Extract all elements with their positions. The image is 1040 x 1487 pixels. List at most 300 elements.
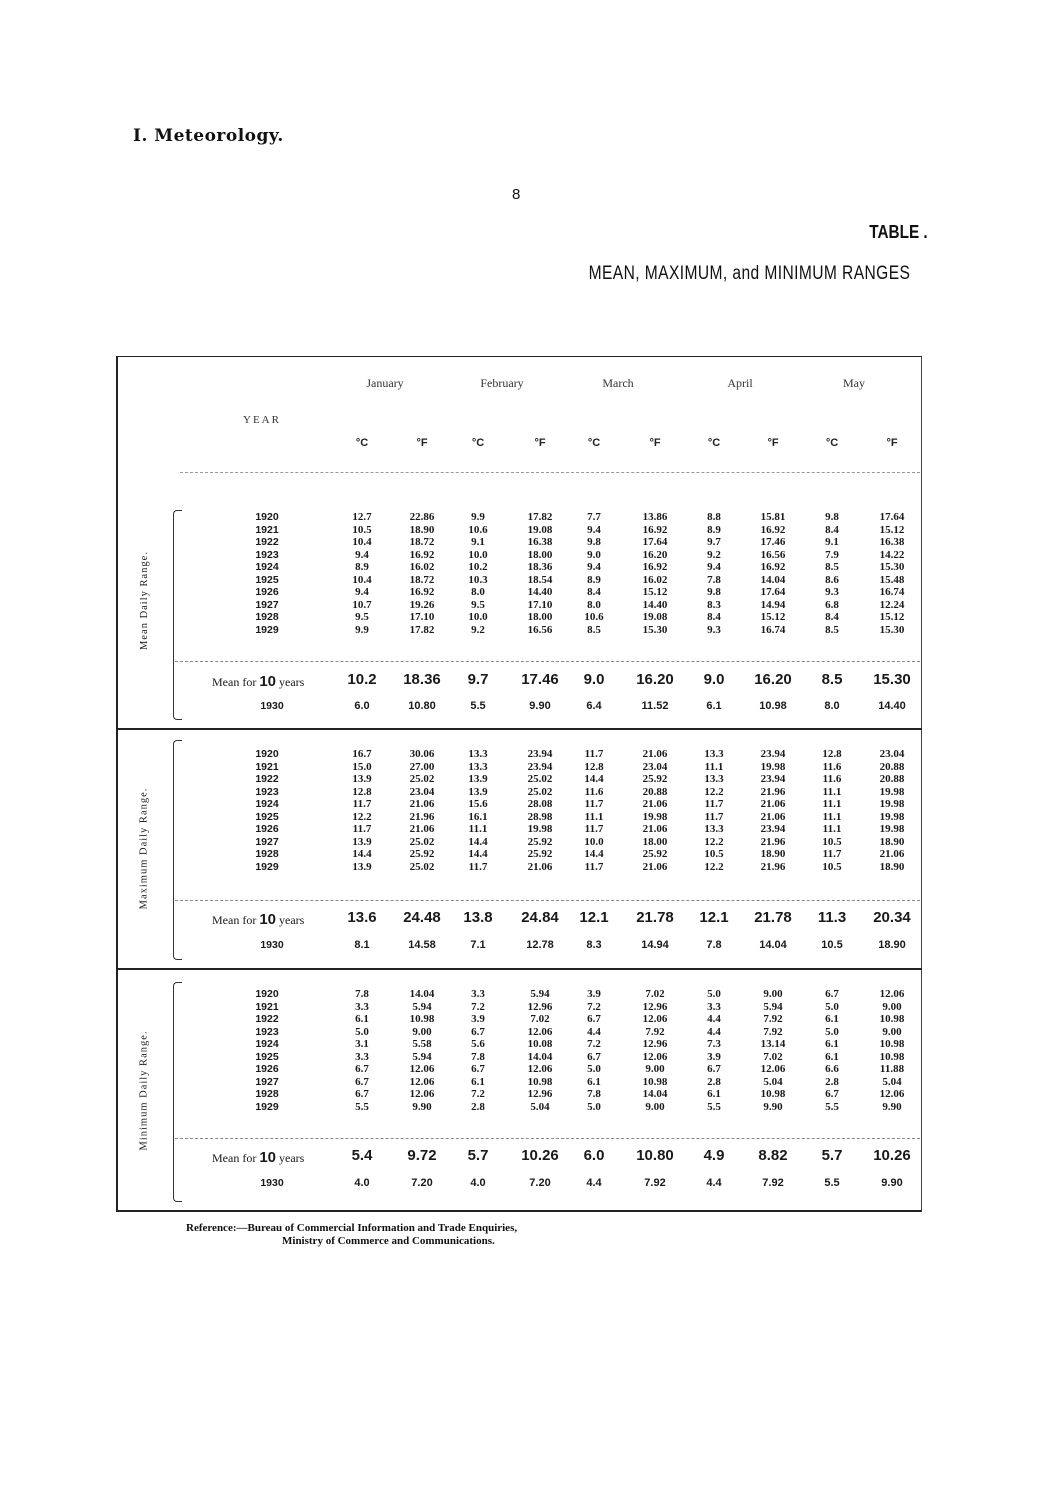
value-cell: 6.1 [825, 1013, 839, 1025]
value-cell: 8.4 [587, 586, 601, 598]
value-cell: 14.40 [527, 586, 553, 598]
year-cell: 1928 [255, 1088, 279, 1100]
year-cell: 1930 [260, 939, 284, 951]
value-cell: 17.64 [760, 586, 786, 598]
value-cell: 5.94 [412, 1050, 432, 1063]
value-cell: 8.4 [825, 523, 839, 536]
value-cell: 21.06 [642, 748, 668, 760]
table-row [0, 1001, 1040, 1014]
year-cell: 1924 [255, 1038, 279, 1050]
value-cell: 4.4 [706, 1177, 722, 1189]
value-cell: 17.10 [409, 611, 435, 623]
mean-value-cell: 10.26 [521, 1147, 559, 1164]
value-cell: 8.0 [471, 586, 485, 598]
value-cell: 3.9 [587, 988, 601, 1000]
mean-value-cell: 17.46 [521, 671, 559, 688]
value-cell: 5.04 [763, 1075, 783, 1088]
value-cell: 7.2 [471, 1088, 485, 1100]
unit-header: °C [587, 437, 601, 449]
value-cell: 16.38 [527, 536, 553, 548]
value-cell: 13.3 [704, 823, 724, 835]
value-cell: 9.90 [882, 1100, 902, 1113]
value-cell: 10.98 [879, 1050, 905, 1063]
value-cell: 25.92 [642, 773, 668, 785]
value-cell: 5.94 [412, 1000, 432, 1013]
value-cell: 9.90 [529, 700, 551, 712]
mean-row [0, 1147, 1040, 1167]
value-cell: 19.98 [879, 823, 905, 835]
mean-label-years: 10 [259, 1149, 277, 1166]
value-cell: 8.4 [707, 611, 721, 623]
value-cell: 18.90 [878, 939, 906, 951]
value-cell: 9.4 [587, 561, 601, 573]
mean-value-cell: 11.3 [817, 909, 847, 926]
value-cell: 15.30 [879, 623, 905, 636]
value-cell: 8.9 [587, 573, 601, 586]
mean-divider [175, 900, 920, 901]
value-cell: 18.90 [760, 848, 786, 860]
value-cell: 3.3 [707, 1000, 721, 1013]
value-cell: 8.5 [825, 561, 839, 573]
value-cell: 18.00 [527, 611, 553, 623]
value-cell: 11.88 [879, 1063, 905, 1075]
year-cell: 1927 [255, 835, 279, 848]
value-cell: 10.6 [468, 523, 488, 536]
value-cell: 7.8 [707, 573, 721, 586]
value-cell: 9.00 [645, 1063, 665, 1075]
value-cell: 21.06 [409, 823, 435, 835]
table-row [0, 798, 1040, 811]
value-cell: 11.7 [704, 810, 724, 823]
unit-header: °F [534, 437, 546, 449]
mean-row [0, 671, 1040, 691]
value-cell: 2.8 [707, 1075, 721, 1088]
value-cell: 10.98 [759, 700, 787, 712]
mean-value-cell: 16.20 [754, 671, 792, 688]
value-cell: 21.06 [642, 798, 668, 810]
value-cell: 16.92 [760, 523, 786, 536]
value-cell: 14.04 [409, 988, 435, 1000]
table-row [0, 561, 1040, 574]
value-cell: 9.4 [355, 548, 369, 561]
value-cell: 9.90 [881, 1177, 903, 1189]
mean-value-cell: 5.7 [467, 1147, 489, 1164]
value-cell: 10.5 [822, 835, 842, 848]
value-cell: 21.96 [760, 785, 786, 798]
table-row [0, 611, 1040, 624]
table-row [0, 773, 1040, 786]
value-cell: 6.8 [825, 598, 839, 611]
table-row [0, 511, 1040, 524]
value-cell: 10.4 [352, 536, 372, 548]
value-cell: 10.4 [352, 573, 372, 586]
value-cell: 23.94 [527, 760, 553, 773]
mean-value-cell: 21.78 [754, 909, 792, 926]
row-1930 [0, 939, 1040, 952]
value-cell: 15.6 [468, 798, 488, 810]
value-cell: 15.81 [760, 511, 786, 523]
value-cell: 21.06 [527, 860, 553, 873]
value-cell: 4.0 [354, 1177, 370, 1189]
value-cell: 25.02 [527, 773, 553, 785]
value-cell: 22.86 [409, 511, 435, 523]
value-cell: 6.7 [355, 1088, 369, 1100]
table-row [0, 1013, 1040, 1026]
mean-label-suffix: years [279, 1151, 305, 1165]
value-cell: 11.7 [584, 823, 604, 835]
value-cell: 11.1 [822, 785, 842, 798]
value-cell: 5.5 [470, 700, 486, 712]
value-cell: 14.40 [878, 700, 906, 712]
value-cell: 15.12 [879, 523, 905, 536]
value-cell: 23.94 [527, 748, 553, 760]
value-cell: 5.0 [825, 1025, 839, 1038]
value-cell: 11.7 [352, 798, 372, 810]
table-row [0, 823, 1040, 836]
value-cell: 5.0 [587, 1063, 601, 1075]
value-cell: 8.1 [354, 939, 370, 951]
value-cell: 3.3 [355, 1000, 369, 1013]
unit-header: °F [886, 437, 898, 449]
value-cell: 7.92 [762, 1177, 784, 1189]
value-cell: 13.9 [352, 860, 372, 873]
value-cell: 14.4 [584, 848, 604, 860]
value-cell: 14.58 [408, 939, 436, 951]
value-cell: 7.02 [645, 988, 665, 1000]
table-row [0, 1088, 1040, 1101]
value-cell: 12.06 [642, 1013, 668, 1025]
value-cell: 13.3 [468, 748, 488, 760]
value-cell: 10.80 [408, 700, 436, 712]
mean-label [212, 911, 304, 928]
value-cell: 19.98 [879, 785, 905, 798]
value-cell: 19.98 [879, 798, 905, 810]
unit-header: °C [355, 437, 369, 449]
unit-header: °C [825, 437, 839, 449]
header-divider [180, 472, 920, 473]
value-cell: 5.0 [825, 1000, 839, 1013]
value-cell: 9.1 [471, 536, 485, 548]
value-cell: 2.8 [471, 1100, 485, 1113]
value-cell: 7.92 [763, 1013, 783, 1025]
value-cell: 2.8 [825, 1075, 839, 1088]
value-cell: 25.02 [409, 860, 435, 873]
mean-value-cell: 16.20 [636, 671, 674, 688]
value-cell: 12.8 [352, 785, 372, 798]
value-cell: 7.7 [587, 511, 601, 523]
unit-header: °F [416, 437, 428, 449]
value-cell: 9.2 [707, 548, 721, 561]
table-row [0, 848, 1040, 861]
year-cell: 1924 [255, 561, 279, 573]
value-cell: 7.2 [471, 1000, 485, 1013]
value-cell: 11.7 [468, 860, 488, 873]
value-cell: 12.06 [527, 1025, 553, 1038]
mean-value-cell: 10.2 [347, 671, 377, 688]
value-cell: 4.0 [470, 1177, 486, 1189]
value-cell: 16.1 [468, 810, 488, 823]
value-cell: 9.8 [825, 511, 839, 523]
mean-label-suffix: years [279, 913, 305, 927]
value-cell: 6.1 [825, 1038, 839, 1050]
value-cell: 10.98 [760, 1088, 786, 1100]
table-row [0, 836, 1040, 849]
value-cell: 19.98 [760, 760, 786, 773]
value-cell: 6.1 [706, 700, 722, 712]
section-divider [116, 728, 922, 730]
value-cell: 17.64 [879, 511, 905, 523]
table-row [0, 1026, 1040, 1039]
value-cell: 9.00 [763, 988, 783, 1000]
value-cell: 21.96 [760, 835, 786, 848]
value-cell: 9.3 [825, 586, 839, 598]
value-cell: 7.8 [471, 1050, 485, 1063]
value-cell: 10.0 [584, 835, 604, 848]
value-cell: 10.0 [468, 548, 488, 561]
value-cell: 14.94 [760, 598, 786, 611]
value-cell: 3.9 [707, 1050, 721, 1063]
value-cell: 21.06 [642, 860, 668, 873]
value-cell: 10.3 [468, 573, 488, 586]
section-label-minimum-daily: Minimum Daily Range. [138, 1030, 150, 1151]
value-cell: 14.04 [759, 939, 787, 951]
value-cell: 6.7 [587, 1013, 601, 1025]
value-cell: 8.9 [707, 523, 721, 536]
mean-label [212, 673, 304, 690]
value-cell: 7.92 [644, 1177, 666, 1189]
mean-row [0, 909, 1040, 929]
value-cell: 13.3 [704, 748, 724, 760]
value-cell: 11.7 [704, 798, 724, 810]
value-cell: 12.06 [879, 1088, 905, 1100]
mean-value-cell: 5.4 [351, 1147, 373, 1164]
mean-label-prefix: Mean for [212, 675, 257, 689]
value-cell: 9.5 [471, 598, 485, 611]
value-cell: 8.0 [587, 598, 601, 611]
value-cell: 11.7 [584, 798, 604, 810]
value-cell: 6.0 [354, 700, 370, 712]
row-1930 [0, 700, 1040, 713]
value-cell: 14.4 [468, 848, 488, 860]
value-cell: 6.7 [355, 1075, 369, 1088]
value-cell: 5.0 [355, 1025, 369, 1038]
year-cell: 1921 [255, 523, 279, 536]
value-cell: 15.30 [642, 623, 668, 636]
value-cell: 8.0 [824, 700, 840, 712]
value-cell: 8.4 [825, 611, 839, 623]
mean-value-cell: 9.7 [467, 671, 489, 688]
year-cell: 1925 [255, 1050, 279, 1063]
value-cell: 13.9 [468, 785, 488, 798]
value-cell: 15.12 [642, 586, 668, 598]
value-cell: 11.7 [822, 848, 842, 860]
value-cell: 12.7 [352, 511, 372, 523]
mean-label-years: 10 [259, 673, 277, 690]
value-cell: 14.4 [352, 848, 372, 860]
value-cell: 11.1 [822, 810, 842, 823]
value-cell: 25.92 [409, 848, 435, 860]
mean-value-cell: 13.8 [463, 909, 493, 926]
section-label-mean-daily: Mean Daily Range. [138, 550, 150, 650]
table-row [0, 524, 1040, 537]
mean-value-cell: 9.72 [407, 1147, 437, 1164]
mean-divider [175, 661, 920, 662]
mean-value-cell: 12.1 [579, 909, 609, 926]
mean-value-cell: 6.0 [583, 1147, 605, 1164]
value-cell: 23.04 [879, 748, 905, 760]
value-cell: 12.78 [526, 939, 554, 951]
value-cell: 6.7 [825, 988, 839, 1000]
value-cell: 7.2 [587, 1038, 601, 1050]
table-row [0, 1076, 1040, 1089]
value-cell: 19.98 [879, 810, 905, 823]
value-cell: 11.1 [822, 823, 842, 835]
value-cell: 6.6 [825, 1063, 839, 1075]
value-cell: 6.7 [355, 1063, 369, 1075]
value-cell: 7.8 [587, 1088, 601, 1100]
value-cell: 12.8 [584, 760, 604, 773]
row-1930 [0, 1177, 1040, 1190]
unit-header: °C [707, 437, 721, 449]
mean-value-cell: 24.84 [521, 909, 559, 926]
value-cell: 10.5 [821, 939, 843, 951]
value-cell: 11.6 [822, 760, 842, 773]
value-cell: 16.74 [879, 586, 905, 598]
value-cell: 20.88 [879, 773, 905, 785]
mean-value-cell: 24.48 [403, 909, 441, 926]
year-cell: 1923 [255, 785, 279, 798]
year-cell: 1927 [255, 598, 279, 611]
value-cell: 25.02 [409, 835, 435, 848]
year-cell: 1926 [255, 1063, 279, 1075]
value-cell: 6.7 [471, 1063, 485, 1075]
value-cell: 19.08 [642, 611, 668, 623]
value-cell: 10.98 [409, 1013, 435, 1025]
year-cell: 1929 [255, 623, 279, 636]
value-cell: 25.92 [527, 835, 553, 848]
value-cell: 7.92 [645, 1025, 665, 1038]
value-cell: 12.06 [879, 988, 905, 1000]
value-cell: 9.4 [587, 523, 601, 536]
year-cell: 1920 [255, 988, 279, 1000]
mean-value-cell: 18.36 [403, 671, 441, 688]
mean-value-cell: 12.1 [699, 909, 729, 926]
value-cell: 21.06 [879, 848, 905, 860]
value-cell: 16.02 [642, 573, 668, 586]
value-cell: 18.90 [879, 860, 905, 873]
year-cell: 1923 [255, 548, 279, 561]
value-cell: 19.98 [527, 823, 553, 835]
value-cell: 9.00 [882, 1000, 902, 1013]
value-cell: 11.7 [584, 860, 604, 873]
value-cell: 9.4 [707, 561, 721, 573]
table-label: TABLE . [869, 222, 928, 242]
value-cell: 12.06 [409, 1063, 435, 1075]
value-cell: 3.1 [355, 1038, 369, 1050]
mean-value-cell: 9.0 [583, 671, 605, 688]
value-cell: 9.90 [763, 1100, 783, 1113]
value-cell: 5.04 [882, 1075, 902, 1088]
value-cell: 14.22 [879, 548, 905, 561]
value-cell: 21.06 [409, 798, 435, 810]
value-cell: 13.9 [352, 835, 372, 848]
table-row [0, 1101, 1040, 1114]
table-row [0, 1051, 1040, 1064]
value-cell: 10.98 [879, 1038, 905, 1050]
value-cell: 30.06 [409, 748, 435, 760]
year-cell: 1922 [255, 1013, 279, 1025]
value-cell: 21.06 [760, 798, 786, 810]
year-cell: 1929 [255, 860, 279, 873]
year-cell: 1928 [255, 611, 279, 623]
mean-label-prefix: Mean for [212, 913, 257, 927]
value-cell: 7.8 [706, 939, 722, 951]
value-cell: 23.94 [760, 748, 786, 760]
year-cell: 1930 [260, 1177, 284, 1189]
value-cell: 13.9 [352, 773, 372, 785]
value-cell: 4.4 [707, 1013, 721, 1025]
value-cell: 23.04 [642, 760, 668, 773]
value-cell: 15.12 [879, 611, 905, 623]
mean-value-cell: 15.30 [873, 671, 911, 688]
value-cell: 12.8 [822, 748, 842, 760]
table-row [0, 574, 1040, 587]
page-number: 8 [512, 186, 521, 203]
value-cell: 7.92 [763, 1025, 783, 1038]
unit-header: °F [767, 437, 779, 449]
table-row [0, 624, 1040, 637]
mean-value-cell: 5.7 [821, 1147, 843, 1164]
value-cell: 5.04 [530, 1100, 550, 1113]
value-cell: 12.2 [704, 860, 724, 873]
reference-line-1: Reference:—Bureau of Commercial Information and Trade Enquiries, [186, 1222, 518, 1234]
value-cell: 28.98 [527, 810, 553, 823]
value-cell: 5.5 [707, 1100, 721, 1113]
year-cell: 1922 [255, 536, 279, 548]
value-cell: 15.48 [879, 573, 905, 586]
value-cell: 11.7 [352, 823, 372, 835]
table-row [0, 988, 1040, 1001]
value-cell: 11.1 [584, 810, 604, 823]
value-cell: 23.94 [760, 773, 786, 785]
mean-value-cell: 10.26 [873, 1147, 911, 1164]
value-cell: 5.5 [825, 1100, 839, 1113]
value-cell: 21.06 [760, 810, 786, 823]
value-cell: 6.4 [586, 700, 602, 712]
value-cell: 25.02 [527, 785, 553, 798]
value-cell: 25.02 [409, 773, 435, 785]
value-cell: 17.46 [760, 536, 786, 548]
value-cell: 7.9 [825, 548, 839, 561]
unit-header: °C [471, 437, 485, 449]
value-cell: 18.00 [642, 835, 668, 848]
year-cell: 1928 [255, 848, 279, 860]
value-cell: 12.2 [704, 785, 724, 798]
value-cell: 5.5 [355, 1100, 369, 1113]
value-cell: 18.00 [527, 548, 553, 561]
value-cell: 14.40 [642, 598, 668, 611]
reference-note [186, 1222, 517, 1248]
unit-header: °F [649, 437, 661, 449]
value-cell: 20.88 [879, 760, 905, 773]
value-cell: 11.1 [822, 798, 842, 810]
value-cell: 10.5 [352, 523, 372, 536]
value-cell: 12.06 [642, 1050, 668, 1063]
value-cell: 8.9 [355, 561, 369, 573]
value-cell: 13.3 [704, 773, 724, 785]
value-cell: 9.00 [882, 1025, 902, 1038]
value-cell: 9.5 [355, 611, 369, 623]
